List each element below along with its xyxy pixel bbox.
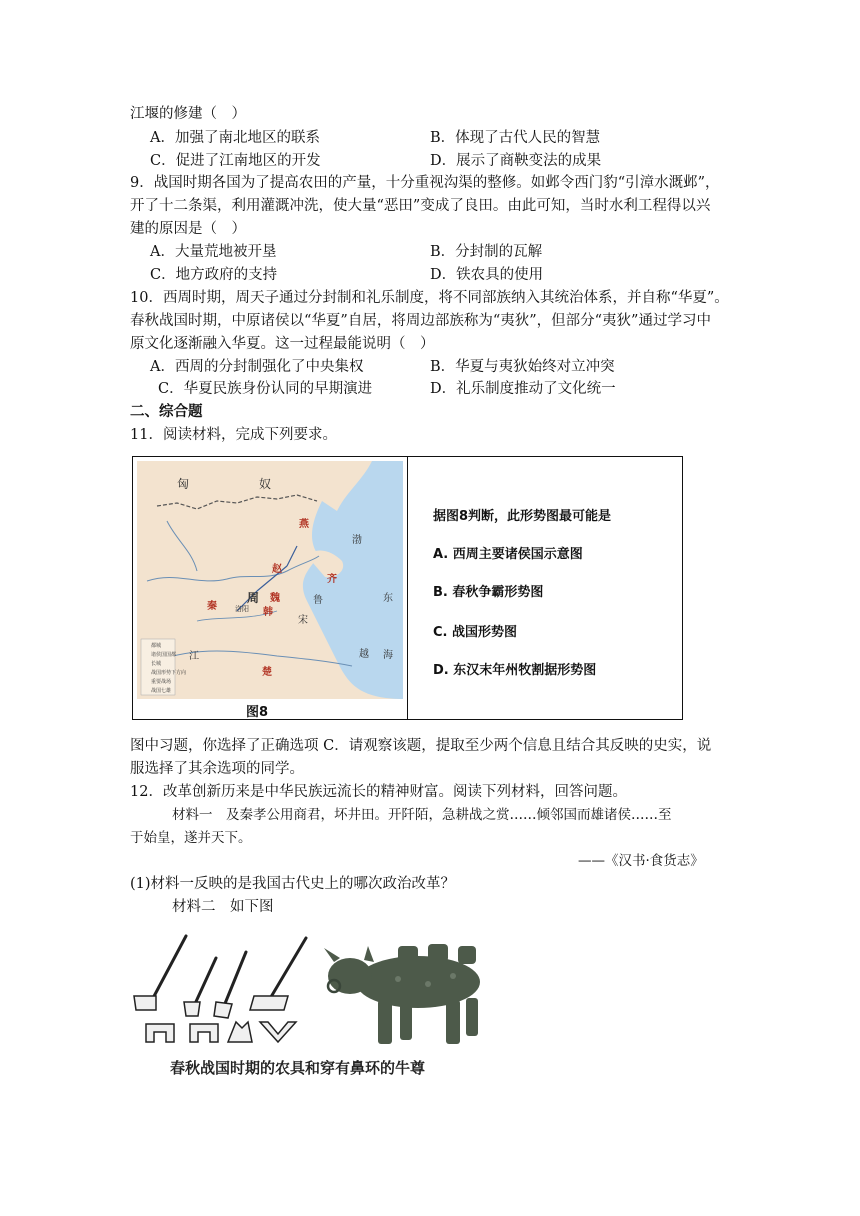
map-label-yue: 越 xyxy=(359,649,369,660)
q8-option-c[interactable]: C．促进了江南地区的开发 xyxy=(150,153,321,169)
legend-seven-states: 战国七雄 xyxy=(151,688,172,694)
figure8-option-b[interactable]: B. 春秋争霸形势图 xyxy=(433,585,544,600)
map-label-song: 宋 xyxy=(298,615,308,626)
figure8-caption: 图8 xyxy=(246,705,269,720)
q10-option-d[interactable]: D．礼乐制度推动了文化统一 xyxy=(430,381,616,397)
map-label-donghai: 东 xyxy=(383,593,393,604)
q10-stem-line1: 10．西周时期，周天子通过分封制和礼乐制度，将不同部族纳入其统治体系，并自称“华夏”。 xyxy=(130,290,729,306)
q9-stem-line3: 建的原因是（ ） xyxy=(130,221,246,237)
legend-battlefield: 重要战场 xyxy=(151,679,172,685)
q10-stem-line3: 原文化逐渐融入华夏。这一过程最能说明（ ） xyxy=(130,336,435,352)
figure8-question: 据图8判断，此形势图最可能是 xyxy=(433,509,612,524)
legend-capital: 都城 xyxy=(151,643,162,649)
map-label-xiongnu-1: 匈 xyxy=(177,477,190,491)
map-label-jiang: 江 xyxy=(189,651,199,662)
q8-option-b[interactable]: B．体现了古代人民的智慧 xyxy=(430,130,601,146)
map-label-hai: 海 xyxy=(383,650,393,661)
material1-line1: 材料一 及秦孝公用商君，坏井田。开阡陌，急耕战之赏……倾邻国而雄诸侯……至 xyxy=(172,807,672,823)
map-label-luoyang: 洛阳 xyxy=(235,605,249,613)
tools-figure-caption: 春秋战国时期的农具和穿有鼻环的牛尊 xyxy=(170,1059,426,1077)
q9-option-c[interactable]: C．地方政府的支持 xyxy=(150,267,278,283)
material1-source: ——《汉书·食货志》 xyxy=(578,853,704,869)
legend-great-wall: 长城 xyxy=(151,661,162,667)
q9-option-a[interactable]: A．大量荒地被开垦 xyxy=(150,244,277,260)
map-label-wei: 魏 xyxy=(270,593,280,604)
q10-stem-line2: 春秋战国时期，中原诸侯以“华夏”自居，将周边部族称为“夷狄”，但部分“夷狄”通过学习中 xyxy=(130,313,711,329)
map-panel xyxy=(133,457,408,719)
q12-subquestion1: (1)材料一反映的是我国古代史上的哪次政治改革？ xyxy=(130,876,456,892)
q10-option-a[interactable]: A．西周的分封制强化了中央集权 xyxy=(150,359,364,375)
map-label-zhao: 赵 xyxy=(272,564,282,575)
q8-option-a[interactable]: A．加强了南北地区的联系 xyxy=(150,130,320,146)
map-label-yan: 燕 xyxy=(299,519,309,530)
figure8-option-c[interactable]: C. 战国形势图 xyxy=(433,625,518,640)
q9-stem-line2: 开了十二条渠，利用灌溉冲洗，使大量“恶田”变成了良田。由此可知，当时水利工程得以兴 xyxy=(130,198,711,214)
farm-tools-and-bronze-ox xyxy=(128,924,500,1052)
material2-heading: 材料二 如下图 xyxy=(172,899,274,915)
map-label-bohai: 渤 xyxy=(352,535,362,546)
q9-option-b[interactable]: B．分封制的瓦解 xyxy=(430,244,543,260)
map-label-zhou: 周 xyxy=(247,591,260,605)
map-label-chu: 楚 xyxy=(262,667,272,678)
figure8-question-panel xyxy=(409,457,682,719)
q11-task-line2: 服选择了其余选项的同学。 xyxy=(130,761,304,777)
figure8-box xyxy=(132,456,683,720)
q8-stem-tail: 江堰的修建（ ） xyxy=(130,106,246,122)
map-label-qi: 齐 xyxy=(327,574,337,585)
q8-option-d[interactable]: D．展示了商鞅变法的成果 xyxy=(430,153,602,169)
figure8-option-d[interactable]: D. 东汉末年州牧割据形势图 xyxy=(433,663,597,678)
q12-stem: 12．改革创新历来是中华民族远流长的精神财富。阅读下列材料，回答问题。 xyxy=(130,784,627,800)
q10-option-c[interactable]: C．华夏民族身份认同的早期演进 xyxy=(158,381,373,397)
q11-stem: 11．阅读材料，完成下列要求。 xyxy=(130,427,337,443)
map-label-han: 韩 xyxy=(263,607,273,618)
map-label-xiongnu-2: 奴 xyxy=(259,477,272,491)
q11-task-line1: 图中习题，你选择了正确选项 C．请观察该题，提取至少两个信息且结合其反映的史实，说 xyxy=(130,738,712,754)
warring-states-map xyxy=(137,461,403,699)
material1-line2: 于始皇，遂并天下。 xyxy=(130,830,252,846)
figure8-option-a[interactable]: A. 西周主要诸侯国示意图 xyxy=(433,547,583,562)
legend-state-capital: 诸侯国国都 xyxy=(151,652,177,658)
map-label-qin: 秦 xyxy=(207,601,217,612)
legend-direction: 战国形势下方向 xyxy=(151,670,187,676)
q10-option-b[interactable]: B．华夏与夷狄始终对立冲突 xyxy=(430,359,615,375)
q9-option-d[interactable]: D．铁农具的使用 xyxy=(430,267,544,283)
map-label-lu: 鲁 xyxy=(313,595,323,606)
section-heading: 二、综合题 xyxy=(130,403,203,420)
q9-stem-line1: 9．战国时期各国为了提高农田的产量，十分重视沟渠的整修。如邺令西门豹“引漳水溉邺”， xyxy=(130,175,720,191)
